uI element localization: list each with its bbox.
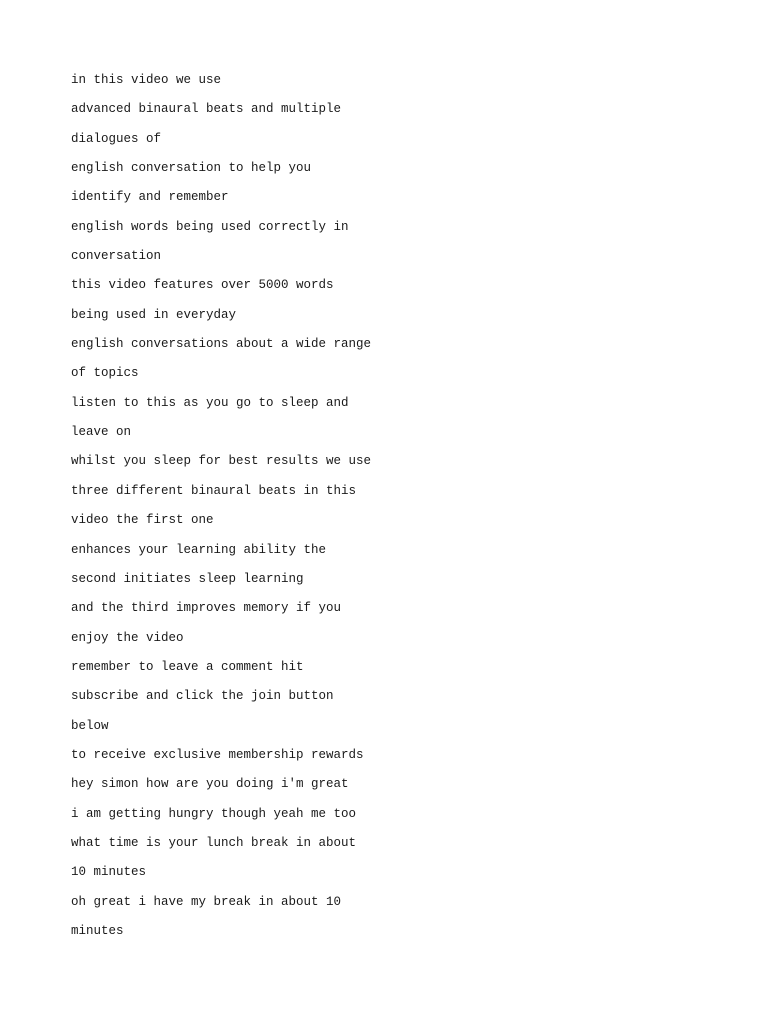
transcript-line: what time is your lunch break in about [71,835,357,850]
transcript-line: enhances your learning ability the [71,542,327,557]
transcript-line: identify and remember [71,190,229,205]
transcript-line: leave on [71,425,132,440]
transcript-line: 10 minutes [71,865,147,880]
transcript-line: second initiates sleep learning [71,571,304,586]
transcript-line: three different binaural beats in this [71,483,357,498]
transcript-line: remember to leave a comment hit [71,659,304,674]
transcript-line: conversation [71,249,162,264]
transcript-line: video the first one [71,513,214,528]
transcript-line: being used in everyday [71,307,237,322]
transcript-line: this video features over 5000 words [71,278,334,293]
transcript-line: to receive exclusive membership rewards [71,747,364,762]
transcript-line: english conversations about a wide range [71,337,372,352]
transcript-line: of topics [71,366,139,381]
transcript-line: i am getting hungry though yeah me too [71,806,357,821]
transcript-line: whilst you sleep for best results we use [71,454,372,469]
transcript-line: english words being used correctly in [71,219,349,234]
transcript-line: dialogues of [71,131,162,146]
transcript-line: minutes [71,923,124,938]
transcript-line: listen to this as you go to sleep and [71,395,349,410]
transcript-line: advanced binaural beats and multiple [71,102,342,117]
transcript-line: subscribe and click the join button [71,689,334,704]
transcript-line: enjoy the video [71,630,184,645]
transcript-line: and the third improves memory if you [71,601,342,616]
transcript-text [71,70,371,950]
transcript-line: hey simon how are you doing i'm great [71,777,349,792]
transcript-line: english conversation to help you [71,161,312,176]
transcript-line: in this video we use [71,73,222,87]
transcript-line: below [71,718,109,733]
transcript-line: oh great i have my break in about 10 [71,894,342,909]
